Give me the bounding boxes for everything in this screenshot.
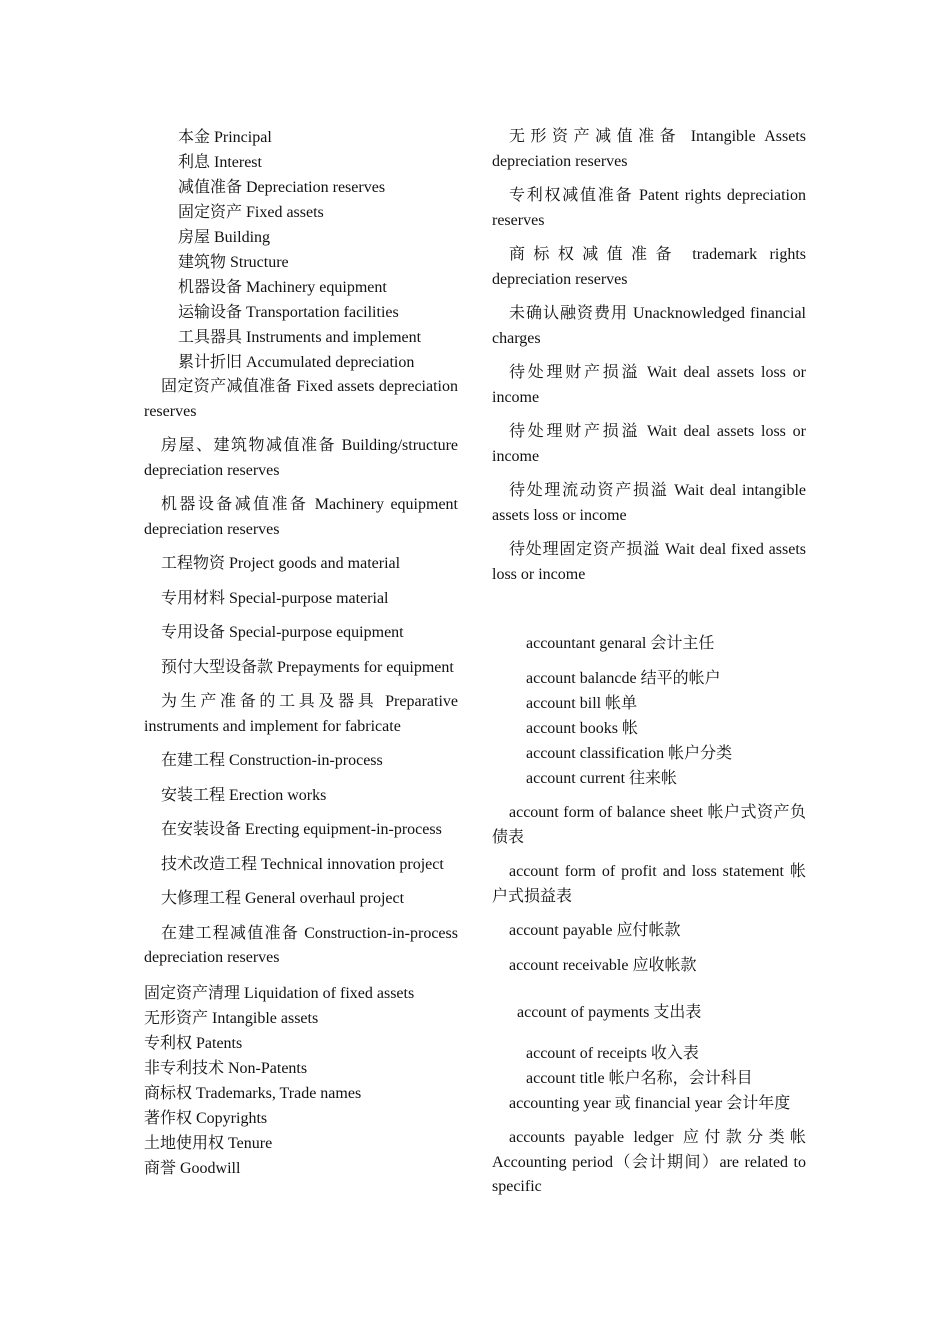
list-item: 工具器具 Instruments and implement xyxy=(178,329,422,346)
term-paragraph: 待处理财产损溢 Wait deal assets loss or income xyxy=(492,423,806,465)
list-item: 利息 Interest xyxy=(178,154,262,171)
left-column xyxy=(144,125,458,1181)
term-paragraph: 待处理流动资产损溢 Wait deal intangible assets loss or income xyxy=(492,482,806,524)
term-paragraph: 固定资产减值准备 Fixed assets depreciation reserves xyxy=(144,378,458,420)
list-item: 机器设备 Machinery equipment xyxy=(178,279,387,296)
term-paragraph: 技术改造工程 Technical innovation project xyxy=(161,855,444,873)
term-paragraph: 机器设备减值准备 Machinery equipment depreciation reserves xyxy=(144,496,458,538)
glossary-paragraph: account form of profit and loss statement 帐户式损益表 xyxy=(492,863,806,905)
term-paragraph: 在建工程减值准备 Construction-in-process depreciation reserves xyxy=(144,924,458,966)
glossary-item: account current 往来帐 xyxy=(526,770,678,787)
term-paragraph: 房屋、建筑物减值准备 Building/structure depreciation reserves xyxy=(144,437,458,479)
list-item: 无形资产 Intangible assets xyxy=(144,1009,319,1027)
term-list-top xyxy=(144,125,458,375)
term-paragraph: 大修理工程 General overhaul project xyxy=(161,890,405,907)
term-paragraph: 专利权减值准备 Patent rights depreciation reserves xyxy=(492,187,806,229)
list-item: 累计折旧 Accumulated depreciation xyxy=(178,354,415,371)
term-paragraph: 无形资产减值准备 Intangible Assets depreciation reserves xyxy=(492,128,806,170)
glossary-item: account classification 帐户分类 xyxy=(526,745,733,762)
list-item: 减值准备 Depreciation reserves xyxy=(178,179,386,196)
term-list-bottom xyxy=(144,981,458,1181)
glossary-paragraph: accounts payable ledger 应付款分类帐 Accounting period（会计期间）are related to specific xyxy=(492,1129,806,1195)
list-item: 专利权 Patents xyxy=(144,1034,243,1052)
term-paragraph: 专用材料 Special-purpose material xyxy=(161,589,389,607)
glossary-item: account of payments 支出表 xyxy=(517,1004,702,1021)
term-paragraph: 商标权减值准备 trademark rights depreciation reserves xyxy=(492,246,806,288)
glossary-item: accountant genaral 会计主任 xyxy=(526,635,715,652)
term-paragraph: 为生产准备的工具及器具 Preparative instruments and implement for fabricate xyxy=(144,693,458,735)
glossary-item: account of receipts 收入表 xyxy=(526,1045,699,1062)
glossary-item: account balancde 结平的帐户 xyxy=(526,670,721,687)
glossary-item: account books 帐 xyxy=(526,720,638,737)
list-item: 固定资产 Fixed assets xyxy=(178,204,324,221)
term-paragraph: 专用设备 Special-purpose equipment xyxy=(161,624,404,641)
term-paragraph: 预付大型设备款 Prepayments for equipment xyxy=(161,658,454,676)
list-item: 商标权 Trademarks, Trade names xyxy=(144,1084,362,1102)
list-item: 运输设备 Transportation facilities xyxy=(178,304,399,321)
list-item: 本金 Principal xyxy=(178,129,272,146)
list-item: 商誉 Goodwill xyxy=(144,1159,241,1177)
list-item: 土地使用权 Tenure xyxy=(144,1134,273,1152)
glossary-list xyxy=(492,1041,806,1091)
term-paragraph: 待处理固定资产损溢 Wait deal fixed assets loss or income xyxy=(492,541,806,583)
glossary-paragraph: account form of balance sheet 帐户式资产负债表 xyxy=(492,804,806,846)
right-column xyxy=(492,125,806,1210)
glossary-item: accounting year 或 financial year 会计年度 xyxy=(509,1095,791,1112)
glossary-paragraph: account payable 应付帐款 xyxy=(509,922,681,939)
spacer xyxy=(492,597,806,631)
term-paragraph: 工程物资 Project goods and material xyxy=(161,555,401,572)
list-item: 固定资产清理 Liquidation of fixed assets xyxy=(144,984,415,1002)
term-paragraph: 在安装设备 Erecting equipment-in-process xyxy=(161,821,442,838)
list-item: 著作权 Copyrights xyxy=(144,1109,268,1127)
glossary-list xyxy=(492,666,806,791)
list-item: 建筑物 Structure xyxy=(178,254,289,271)
list-item: 房屋 Building xyxy=(178,229,271,246)
term-paragraph: 安装工程 Erection works xyxy=(161,786,327,804)
list-item: 非专利技术 Non-Patents xyxy=(144,1059,308,1077)
term-paragraph: 未确认融资费用 Unacknowledged financial charges xyxy=(492,305,806,347)
term-paragraph: 在建工程 Construction-in-process xyxy=(161,752,383,769)
term-paragraph: 待处理财产损溢 Wait deal assets loss or income xyxy=(492,364,806,406)
glossary-item: account title 帐户名称，会计科目 xyxy=(526,1070,753,1087)
glossary-paragraph: account receivable 应收帐款 xyxy=(509,956,697,974)
glossary-item: account bill 帐单 xyxy=(526,695,638,712)
